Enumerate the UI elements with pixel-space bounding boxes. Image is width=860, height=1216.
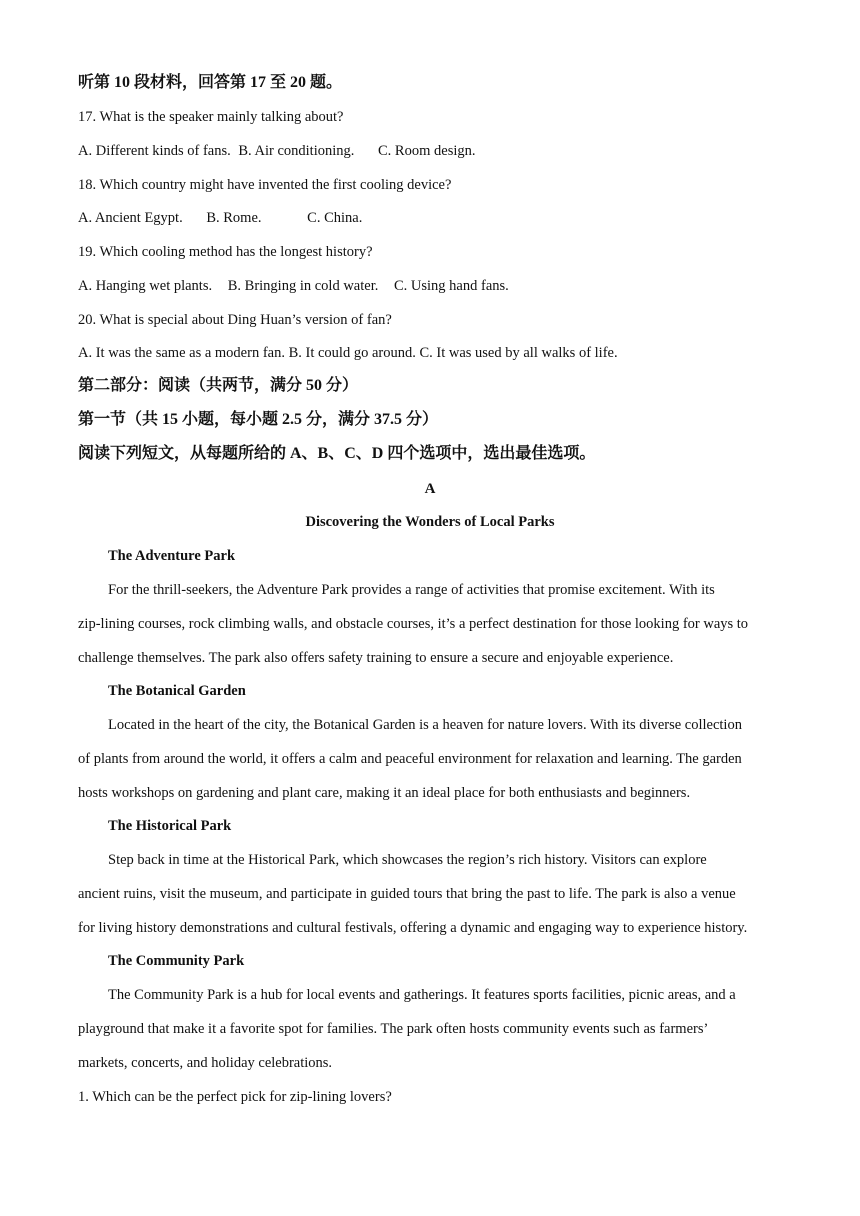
question-17-options (78, 141, 476, 161)
reading-instructions: 阅读下列短文，从每题所给的 A、B、C、D 四个选项中，选出最佳选项。 (78, 445, 596, 462)
park-heading: The Historical Park (108, 818, 232, 834)
option-a: A. Ancient Egypt. (78, 210, 183, 226)
park-paragraph-line: For the thrill-seekers, the Adventure Park provides a range of activities that promise excitement. With its (108, 582, 715, 598)
park-heading: The Adventure Park (108, 548, 236, 564)
question-18-stem: 18. Which country might have invented the first cooling device? (78, 177, 452, 193)
option-c: C. China. (307, 210, 363, 226)
question-17-stem: 17. What is the speaker mainly talking about? (78, 109, 344, 125)
question-19-stem: 19. Which cooling method has the longest history? (78, 244, 373, 260)
park-paragraph-line: markets, concerts, and holiday celebrations. (78, 1055, 333, 1071)
part-2-title: 第二部分：阅读（共两节，满分 50 分） (78, 377, 359, 394)
listening-instruction: 听第 10 段材料，回答第 17 至 20 题。 (78, 74, 343, 91)
option-a: A. Hanging wet plants. (78, 278, 213, 294)
question-20-stem: 20. What is special about Ding Huan’s version of fan? (78, 312, 392, 328)
park-paragraph-line: playground that make it a favorite spot for families. The park often hosts community events such as farmers’ (78, 1021, 709, 1037)
option-a: A. Different kinds of fans. (78, 143, 231, 159)
option-c: C. Room design. (378, 143, 476, 159)
park-paragraph-line: challenge themselves. The park also offers safety training to ensure a secure and enjoyable experience. (78, 650, 674, 666)
park-paragraph-line: Located in the heart of the city, the Botanical Garden is a heaven for nature lovers. With its diverse collection (108, 717, 742, 733)
option-b: B. Air conditioning. (238, 143, 355, 159)
park-heading: The Community Park (108, 953, 245, 969)
section-1-title: 第一节（共 15 小题，每小题 2.5 分，满分 37.5 分） (78, 411, 439, 428)
passage-title: Discovering the Wonders of Local Parks (305, 514, 555, 530)
option-c: C. Using hand fans. (393, 278, 509, 294)
park-paragraph-line: ancient ruins, visit the museum, and participate in guided tours that bring the past to life. The park is also a venue (78, 886, 736, 902)
park-paragraph-line: hosts workshops on gardening and plant care, making it an ideal place for both enthusiasts and beginners. (78, 785, 691, 801)
park-paragraph-line: Step back in time at the Historical Park, which showcases the region’s rich history. Visitors can explore (108, 852, 707, 868)
park-paragraph-line: The Community Park is a hub for local events and gatherings. It features sports facilities, picnic areas, and a (108, 987, 736, 1003)
park-paragraph-line: zip-lining courses, rock climbing walls, and obstacle courses, it’s a perfect destination for those looking for ways to (78, 616, 749, 632)
question-20-options: A. It was the same as a modern fan. B. It could go around. C. It was used by all walks of life. (78, 345, 618, 361)
question-1-stem: 1. Which can be the perfect pick for zip-lining lovers? (78, 1089, 392, 1105)
question-19-options (78, 276, 509, 296)
park-paragraph-line: of plants from around the world, it offers a calm and peaceful environment for relaxation and learning. The garden (78, 751, 742, 767)
option-b: B. Rome. (206, 210, 262, 226)
park-heading: The Botanical Garden (108, 683, 246, 699)
passage-letter: A (424, 481, 436, 497)
option-b: B. Bringing in cold water. (227, 278, 379, 294)
park-paragraph-line: for living history demonstrations and cultural festivals, offering a dynamic and engaging way to experience history. (78, 920, 748, 936)
question-18-options (78, 208, 362, 228)
